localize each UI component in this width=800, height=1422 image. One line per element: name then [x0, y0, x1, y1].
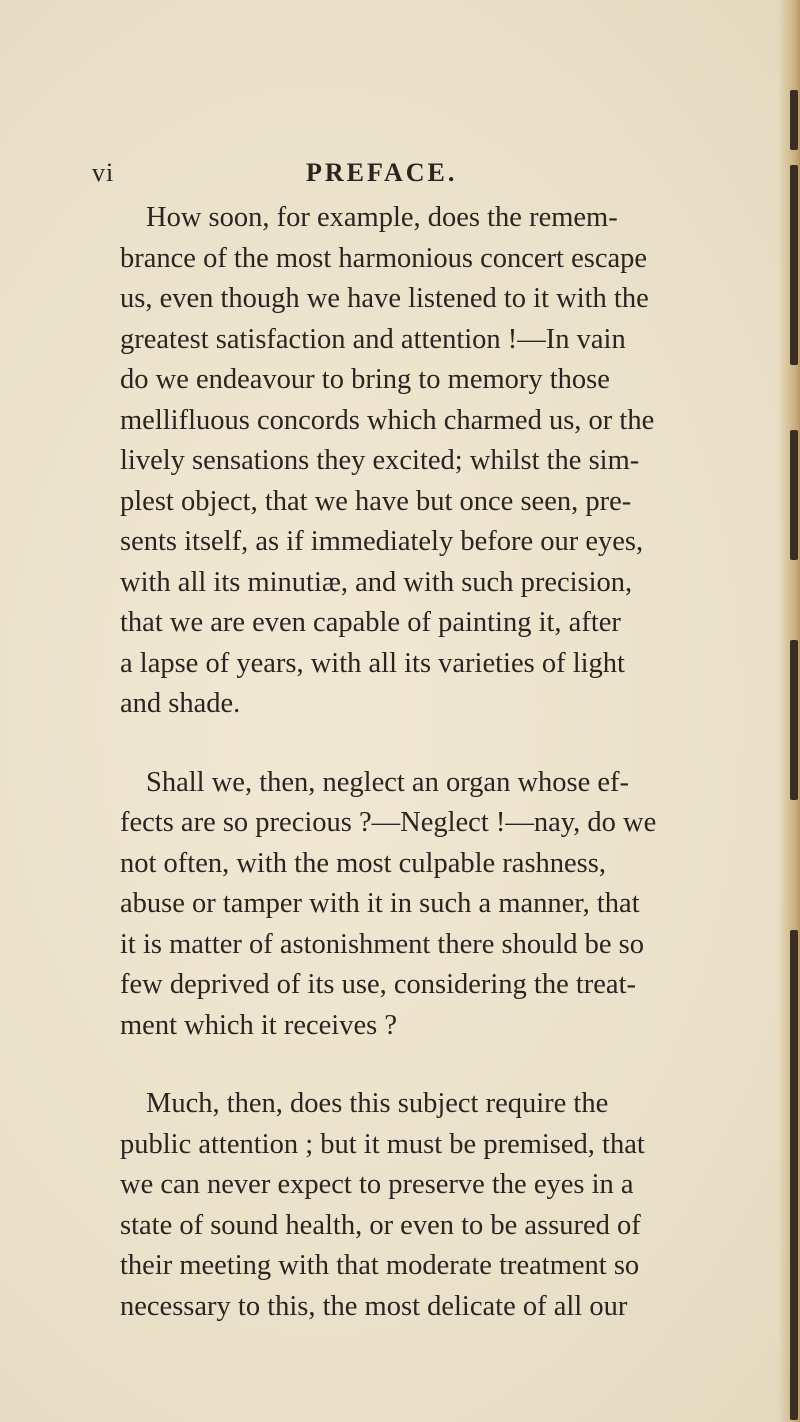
text-line: Shall we, then, neglect an organ whose ef-: [146, 766, 630, 798]
body-text: [120, 198, 700, 1327]
edge-mark: [790, 640, 798, 800]
text-line: How soon, for example, does the remem-: [146, 202, 618, 233]
text-line: abuse or tamper with it in such a manner, that: [120, 888, 640, 919]
text-line: greatest satisfaction and attention !—In vain: [120, 323, 626, 355]
text-line: not often, with the most culpable rashness,: [120, 847, 606, 879]
text-line: mellifluous concords which charmed us, or the: [120, 404, 655, 436]
text-line: fects are so precious ?—Neglect !—nay, do we: [120, 807, 657, 838]
text-line: lively sensations they excited; whilst the sim-: [120, 445, 640, 476]
page-edge-shadow: [778, 0, 800, 1422]
text-line: state of sound health, or even to be assured of: [120, 1209, 641, 1241]
edge-mark: [790, 90, 798, 150]
text-line: and shade.: [120, 688, 241, 719]
page-number: vi: [92, 158, 115, 187]
text-line: public attention ; but it must be premised, that: [120, 1128, 645, 1160]
text-line: brance of the most harmonious concert escape: [120, 242, 648, 274]
paragraph-gap: [120, 1046, 700, 1084]
text-line: ment which it receives ?: [120, 1009, 397, 1041]
text-line: plest object, that we have but once seen, pre-: [120, 485, 632, 517]
text-line: necessary to this, the most delicate of all our: [120, 1290, 628, 1322]
paragraph-2: [120, 763, 700, 1047]
running-head: PREFACE.: [306, 158, 458, 187]
text-line: we can never expect to preserve the eyes in a: [120, 1169, 634, 1200]
text-line: few deprived of its use, considering the treat-: [120, 969, 636, 1000]
text-line: us, even though we have listened to it with the: [120, 283, 649, 314]
text-line: Much, then, does this subject require the: [146, 1088, 609, 1119]
page-header: [0, 158, 800, 198]
paragraph-gap: [120, 725, 700, 763]
edge-mark: [790, 430, 798, 560]
text-line: it is matter of astonishment there should be so: [120, 928, 644, 960]
paragraph-3: [120, 1084, 700, 1327]
text-line: that we are even capable of painting it, after: [120, 607, 621, 638]
text-line: with all its minutiæ, and with such precision,: [120, 566, 633, 598]
text-line: sents itself, as if immediately before our eyes,: [120, 526, 644, 557]
text-line: their meeting with that moderate treatment so: [120, 1250, 640, 1281]
text-line: do we endeavour to bring to memory those: [120, 364, 610, 395]
text-line: a lapse of years, with all its varieties of light: [120, 647, 625, 679]
edge-mark: [790, 930, 798, 1420]
paragraph-1: [120, 198, 700, 725]
